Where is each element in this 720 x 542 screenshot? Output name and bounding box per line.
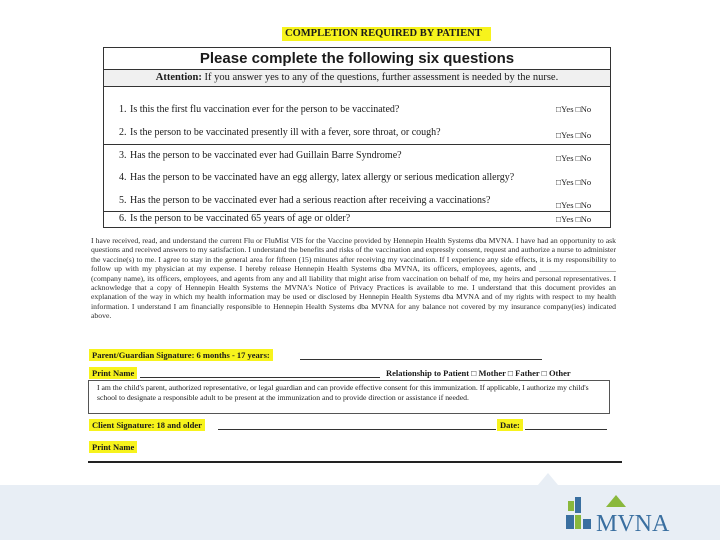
- question-text: Is the person to be vaccinated presently ill with a fever, sore throat, or cough?: [130, 127, 441, 138]
- question-text: Is this the first flu vaccination ever for the person to be vaccinated?: [130, 104, 400, 115]
- question-text: Is the person to be vaccinated 65 years of age or older?: [130, 213, 351, 224]
- no-option[interactable]: No: [580, 130, 592, 140]
- guardian-signature-line[interactable]: [300, 359, 542, 360]
- client-signature-label: Client Signature: 18 and older: [89, 419, 205, 431]
- print-name-label: Print Name: [89, 367, 137, 379]
- question-number: 3.: [119, 150, 127, 161]
- yes-no-options[interactable]: □Yes □No: [556, 130, 592, 140]
- mvna-logo-icon: [562, 493, 712, 537]
- question-text: Has the person to be vaccinated ever had a serious reaction after receiving a vaccinations?: [130, 195, 491, 206]
- guardian-signature-label: Parent/Guardian Signature: 6 months - 17 years:: [89, 349, 273, 361]
- relationship-label: Relationship to Patient: [386, 368, 470, 378]
- yes-option[interactable]: Yes: [561, 177, 574, 187]
- yes-option[interactable]: Yes: [561, 214, 574, 224]
- no-option[interactable]: No: [580, 104, 592, 114]
- guardian-consent-box: I am the child's parent, authorized representative, or legal guardian and can provide effective consent for this immunization. If applicable, I authorize my child's school to designate a responsible adult to be present at the immunization and to provide direction or assistance if needed.: [88, 380, 610, 414]
- consent-statement: I have received, read, and understand the current Flu or FluMist VIS for the Vaccine provided by Hennepin Health Systems dba MVNA. I have had an opportunity to ask questions and received answers to my satisfaction. I understand the benefits and risks of the vaccination and expressly consent, request and authorize a nurse to administer the vaccine(s) to me. I agree to stay in the general area for fifteen (15) minutes after receiving my vaccination. If I experience any side effects, it is my responsibility to follow up with my physician at my expense. I hereby release Hennepin Health Systems dba MVNA, its officers, employees, agents, and ____________________ (company name), its officers, employees, and agents from any and all liability that might arise from vaccination on behalf of me, my heirs and personal representatives. I acknowledge that a copy of Hennepin Health Systems the MVNA's Notice of Privacy Practices is available to me. I understand that this document provides an explanation of the way in which my health information may be used or disclosed by Hennepin Health Systems dba MVNA and of my rights with respect to my health information. I understand I am financially responsible to Hennepin Health Systems dba MVNA for any balance not covered by my insurance company(ies) indicated above.: [91, 236, 616, 321]
- client-signature-line[interactable]: [218, 429, 496, 430]
- print-name-line[interactable]: [140, 377, 380, 378]
- document-bottom-rule: [88, 461, 622, 463]
- question-number: 4.: [119, 172, 127, 183]
- option-label: Father: [515, 368, 540, 378]
- relationship-row: [386, 368, 571, 378]
- yes-no-options[interactable]: □Yes □No: [556, 200, 592, 210]
- yes-no-options[interactable]: □Yes □No: [556, 214, 592, 224]
- footer-notch: [538, 473, 558, 485]
- question-number: 1.: [119, 104, 127, 115]
- yes-no-options[interactable]: □Yes □No: [556, 104, 592, 114]
- mvna-logo: [562, 493, 712, 537]
- questionnaire-title: Please complete the following six questions: [104, 48, 610, 70]
- section-divider: [104, 211, 610, 212]
- no-option[interactable]: No: [580, 200, 592, 210]
- question-text: Has the person to be vaccinated ever had Guillain Barre Syndrome?: [130, 150, 402, 161]
- question-text: Has the person to be vaccinated have an egg allergy, latex allergy or serious medication allergy?: [130, 172, 515, 183]
- no-option[interactable]: No: [580, 177, 592, 187]
- yes-option[interactable]: Yes: [561, 153, 574, 163]
- yes-option[interactable]: Yes: [561, 200, 574, 210]
- yes-option[interactable]: Yes: [561, 130, 574, 140]
- print-name-label-client: Print Name: [89, 441, 137, 453]
- option-label: Mother: [478, 368, 506, 378]
- no-option[interactable]: No: [580, 214, 592, 224]
- section-divider: [104, 144, 610, 145]
- no-option[interactable]: No: [580, 153, 592, 163]
- completion-banner: COMPLETION REQUIRED BY PATIENT: [282, 27, 491, 41]
- relationship-option-mother[interactable]: □ Mother: [471, 368, 506, 378]
- logo-text: MVNA: [596, 511, 670, 537]
- question-number: 6.: [119, 213, 127, 224]
- question-number: 5.: [119, 195, 127, 206]
- date-label: Date:: [497, 419, 523, 431]
- relationship-option-father[interactable]: □ Father: [507, 368, 540, 378]
- question-number: 2.: [119, 127, 127, 138]
- yes-no-options[interactable]: □Yes □No: [556, 177, 592, 187]
- option-label: Other: [548, 368, 571, 378]
- questionnaire-box: [103, 47, 611, 228]
- attention-text: If you answer yes to any of the questions, further assessment is needed by the nurse.: [201, 72, 559, 83]
- yes-option[interactable]: Yes: [561, 104, 574, 114]
- attention-label: Attention:: [155, 72, 202, 83]
- yes-no-options[interactable]: □Yes □No: [556, 153, 592, 163]
- attention-note: [104, 70, 610, 87]
- date-line[interactable]: [525, 429, 607, 430]
- relationship-option-other[interactable]: □ Other: [541, 368, 571, 378]
